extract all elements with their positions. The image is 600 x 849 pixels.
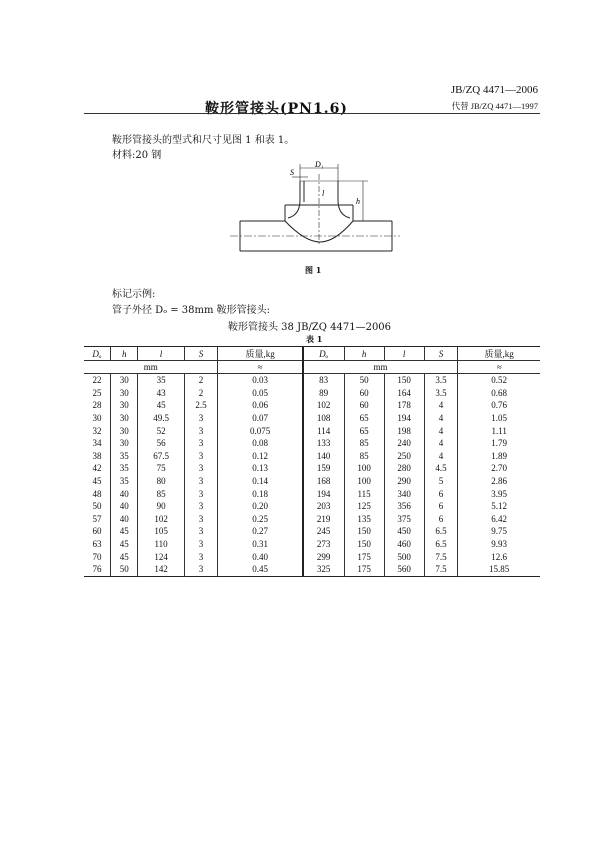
cell-do: 28 — [92, 400, 102, 411]
example-description: 管子外径 Dₒ = 38mm 鞍形管接头: — [112, 305, 271, 316]
header-divider — [84, 113, 540, 114]
cell-mass: 0.27 — [218, 525, 303, 538]
cell-s: 3 — [184, 538, 218, 551]
cell-h: 85 — [344, 450, 384, 463]
table-row — [84, 437, 540, 450]
cell-mass: 0.20 — [218, 500, 303, 513]
cell-h: 30 — [110, 424, 138, 437]
saddle-joint-drawing — [230, 160, 400, 265]
cell-do: 32 — [92, 425, 102, 436]
dim-label-l: l — [322, 189, 325, 198]
cell-s: 5 — [424, 475, 458, 488]
cell-do: 60 — [92, 526, 102, 537]
cell-s: 3 — [184, 563, 218, 576]
cell-do: 159 — [303, 462, 344, 475]
cell-mass: 0.05 — [218, 387, 303, 400]
table-header-row — [84, 347, 540, 361]
col-do: Dₒ — [84, 347, 110, 361]
cell-do: 168 — [303, 475, 344, 488]
cell-do: 108 — [303, 412, 344, 425]
cell-l: 178 — [384, 399, 424, 412]
cell-s: 3 — [184, 513, 218, 526]
cell-l: 124 — [138, 550, 184, 563]
cell-do: 38 — [92, 450, 102, 461]
table-row — [84, 563, 540, 576]
cell-h: 50 — [110, 563, 138, 576]
cell-mass: 0.06 — [218, 399, 303, 412]
dim-label-d1: D₁ — [315, 160, 324, 169]
replaces-standard: 代替 JB/ZQ 4471—1997 — [451, 101, 538, 111]
cell-mass: 15.85 — [458, 563, 540, 576]
cell-do: 76 — [92, 564, 102, 575]
cell-l: 102 — [138, 513, 184, 526]
cell-s: 2 — [184, 374, 218, 387]
table-body — [84, 374, 540, 577]
material-text: 材料:20 钢 — [112, 150, 162, 161]
cell-s: 6 — [424, 513, 458, 526]
table-row — [84, 487, 540, 500]
cell-do: 114 — [303, 424, 344, 437]
cell-s: 3.5 — [424, 374, 458, 387]
cell-h: 115 — [344, 487, 384, 500]
cell-mass: 9.93 — [458, 538, 540, 551]
table-row — [84, 513, 540, 526]
cell-s: 6 — [424, 487, 458, 500]
col-h: h — [110, 347, 138, 361]
cell-s: 3 — [184, 450, 218, 463]
table-row — [84, 387, 540, 400]
cell-mass: 0.12 — [218, 450, 303, 463]
col-do-2: Dₒ — [303, 347, 344, 361]
table-row — [84, 500, 540, 513]
cell-s: 4 — [424, 424, 458, 437]
table-row — [84, 462, 540, 475]
cell-l: 150 — [384, 374, 424, 387]
cell-l: 43 — [138, 387, 184, 400]
cell-h: 40 — [110, 487, 138, 500]
cell-l: 90 — [138, 500, 184, 513]
cell-s: 2.5 — [184, 399, 218, 412]
col-mass-2: 质量,kg — [458, 347, 540, 361]
figure-caption: 图 1 — [305, 265, 322, 275]
cell-mass: 0.13 — [218, 462, 303, 475]
table-unit-row — [84, 361, 540, 374]
cell-do: 273 — [303, 538, 344, 551]
table-row — [84, 475, 540, 488]
cell-mass: 2.70 — [458, 462, 540, 475]
cell-do: 63 — [92, 539, 102, 550]
cell-h: 35 — [110, 475, 138, 488]
cell-l: 198 — [384, 424, 424, 437]
cell-mass: 0.07 — [218, 412, 303, 425]
cell-mass: 2.86 — [458, 475, 540, 488]
cell-h: 65 — [344, 412, 384, 425]
cell-s: 3 — [184, 424, 218, 437]
cell-mass: 0.075 — [218, 424, 303, 437]
cell-mass: 1.05 — [458, 412, 540, 425]
cell-do: 325 — [303, 563, 344, 576]
cell-do: 299 — [303, 550, 344, 563]
cell-mass: 0.68 — [458, 387, 540, 400]
cell-s: 3 — [184, 500, 218, 513]
cell-h: 100 — [344, 475, 384, 488]
cell-h: 45 — [110, 525, 138, 538]
cell-do: 89 — [303, 387, 344, 400]
cell-h: 85 — [344, 437, 384, 450]
dimensions-table — [84, 346, 540, 577]
cell-do: 70 — [92, 551, 102, 562]
cell-l: 250 — [384, 450, 424, 463]
cell-h: 30 — [110, 399, 138, 412]
cell-s: 2 — [184, 387, 218, 400]
cell-l: 80 — [138, 475, 184, 488]
cell-s: 3 — [184, 487, 218, 500]
cell-l: 560 — [384, 563, 424, 576]
cell-mass: 0.14 — [218, 475, 303, 488]
cell-s: 3 — [184, 412, 218, 425]
cell-l: 105 — [138, 525, 184, 538]
col-s-2: S — [424, 347, 458, 361]
cell-h: 40 — [110, 513, 138, 526]
cell-l: 56 — [138, 437, 184, 450]
cell-l: 240 — [384, 437, 424, 450]
cell-s: 3 — [184, 525, 218, 538]
cell-do: 48 — [92, 488, 102, 499]
cell-h: 45 — [110, 538, 138, 551]
cell-l: 35 — [138, 374, 184, 387]
cell-mass: 0.31 — [218, 538, 303, 551]
cell-h: 100 — [344, 462, 384, 475]
cell-h: 35 — [110, 462, 138, 475]
table-caption: 表 1 — [306, 334, 323, 344]
cell-l: 52 — [138, 424, 184, 437]
cell-l: 164 — [384, 387, 424, 400]
cell-s: 3 — [184, 475, 218, 488]
cell-h: 65 — [344, 424, 384, 437]
cell-do: 25 — [92, 387, 102, 398]
cell-s: 4.5 — [424, 462, 458, 475]
cell-do: 194 — [303, 487, 344, 500]
cell-do: 203 — [303, 500, 344, 513]
cell-mass: 0.76 — [458, 399, 540, 412]
cell-do: 102 — [303, 399, 344, 412]
cell-h: 30 — [110, 387, 138, 400]
table-row — [84, 424, 540, 437]
cell-do: 245 — [303, 525, 344, 538]
example-label: 标记示例: — [112, 289, 156, 300]
cell-mass: 0.25 — [218, 513, 303, 526]
dim-label-h: h — [356, 197, 360, 206]
cell-h: 30 — [110, 437, 138, 450]
cell-l: 142 — [138, 563, 184, 576]
cell-l: 290 — [384, 475, 424, 488]
cell-h: 30 — [110, 374, 138, 387]
table-row — [84, 374, 540, 387]
cell-do: 42 — [92, 463, 102, 474]
cell-mass: 3.95 — [458, 487, 540, 500]
cell-s: 3 — [184, 550, 218, 563]
cell-s: 6 — [424, 500, 458, 513]
cell-h: 175 — [344, 563, 384, 576]
table-row — [84, 450, 540, 463]
cell-l: 460 — [384, 538, 424, 551]
cell-h: 40 — [110, 500, 138, 513]
cell-l: 85 — [138, 487, 184, 500]
page-title: 鞍形管接头(PN1.6) — [205, 101, 348, 117]
cell-h: 175 — [344, 550, 384, 563]
cell-h: 35 — [110, 450, 138, 463]
cell-mass: 0.18 — [218, 487, 303, 500]
col-l: l — [138, 347, 184, 361]
cell-mass: 1.89 — [458, 450, 540, 463]
cell-h: 45 — [110, 550, 138, 563]
col-l-2: l — [384, 347, 424, 361]
cell-s: 4 — [424, 450, 458, 463]
cell-l: 375 — [384, 513, 424, 526]
cell-h: 150 — [344, 538, 384, 551]
cell-l: 194 — [384, 412, 424, 425]
cell-l: 500 — [384, 550, 424, 563]
unit-approx: ≈ — [218, 361, 303, 374]
cell-do: 57 — [92, 513, 102, 524]
cell-do: 30 — [92, 413, 102, 424]
table-row — [84, 550, 540, 563]
cell-mass: 1.11 — [458, 424, 540, 437]
cell-do: 140 — [303, 450, 344, 463]
table-row — [84, 538, 540, 551]
cell-h: 30 — [110, 412, 138, 425]
col-s: S — [184, 347, 218, 361]
cell-do: 83 — [303, 374, 344, 387]
unit-mm-2: mm — [303, 361, 458, 374]
cell-s: 3 — [184, 437, 218, 450]
cell-l: 110 — [138, 538, 184, 551]
dim-label-s: S — [290, 168, 294, 177]
cell-s: 6.5 — [424, 525, 458, 538]
cell-h: 50 — [344, 374, 384, 387]
cell-s: 3 — [184, 462, 218, 475]
intro-text: 鞍形管接头的型式和尺寸见图 1 和表 1。 — [112, 135, 295, 146]
cell-mass: 6.42 — [458, 513, 540, 526]
cell-h: 135 — [344, 513, 384, 526]
unit-approx-2: ≈ — [458, 361, 540, 374]
cell-mass: 0.08 — [218, 437, 303, 450]
standard-number: JB/ZQ 4471—2006 — [450, 84, 538, 96]
cell-l: 280 — [384, 462, 424, 475]
cell-mass: 5.12 — [458, 500, 540, 513]
cell-mass: 9.75 — [458, 525, 540, 538]
cell-mass: 0.03 — [218, 374, 303, 387]
cell-l: 75 — [138, 462, 184, 475]
cell-mass: 1.79 — [458, 437, 540, 450]
cell-do: 34 — [92, 438, 102, 449]
cell-mass: 0.40 — [218, 550, 303, 563]
cell-do: 133 — [303, 437, 344, 450]
col-mass: 质量,kg — [218, 347, 303, 361]
cell-mass: 0.52 — [458, 374, 540, 387]
cell-l: 340 — [384, 487, 424, 500]
cell-s: 7.5 — [424, 550, 458, 563]
cell-s: 4 — [424, 399, 458, 412]
cell-h: 60 — [344, 387, 384, 400]
cell-do: 45 — [92, 476, 102, 487]
cell-l: 45 — [138, 399, 184, 412]
cell-s: 7.5 — [424, 563, 458, 576]
table-row — [84, 525, 540, 538]
cell-s: 6.5 — [424, 538, 458, 551]
col-h-2: h — [344, 347, 384, 361]
unit-mm: mm — [84, 361, 218, 374]
cell-mass: 12.6 — [458, 550, 540, 563]
cell-l: 67.5 — [138, 450, 184, 463]
example-marking: 鞍形管接头 38 JB/ZQ 4471—2006 — [228, 322, 392, 333]
cell-h: 125 — [344, 500, 384, 513]
table-row — [84, 412, 540, 425]
cell-mass: 0.45 — [218, 563, 303, 576]
cell-s: 4 — [424, 437, 458, 450]
cell-l: 49.5 — [138, 412, 184, 425]
cell-l: 356 — [384, 500, 424, 513]
cell-h: 60 — [344, 399, 384, 412]
cell-l: 450 — [384, 525, 424, 538]
cell-do: 219 — [303, 513, 344, 526]
cell-h: 150 — [344, 525, 384, 538]
cell-s: 3.5 — [424, 387, 458, 400]
cell-do: 22 — [92, 375, 102, 386]
cell-do: 50 — [92, 501, 102, 512]
cell-s: 4 — [424, 412, 458, 425]
table-row — [84, 399, 540, 412]
